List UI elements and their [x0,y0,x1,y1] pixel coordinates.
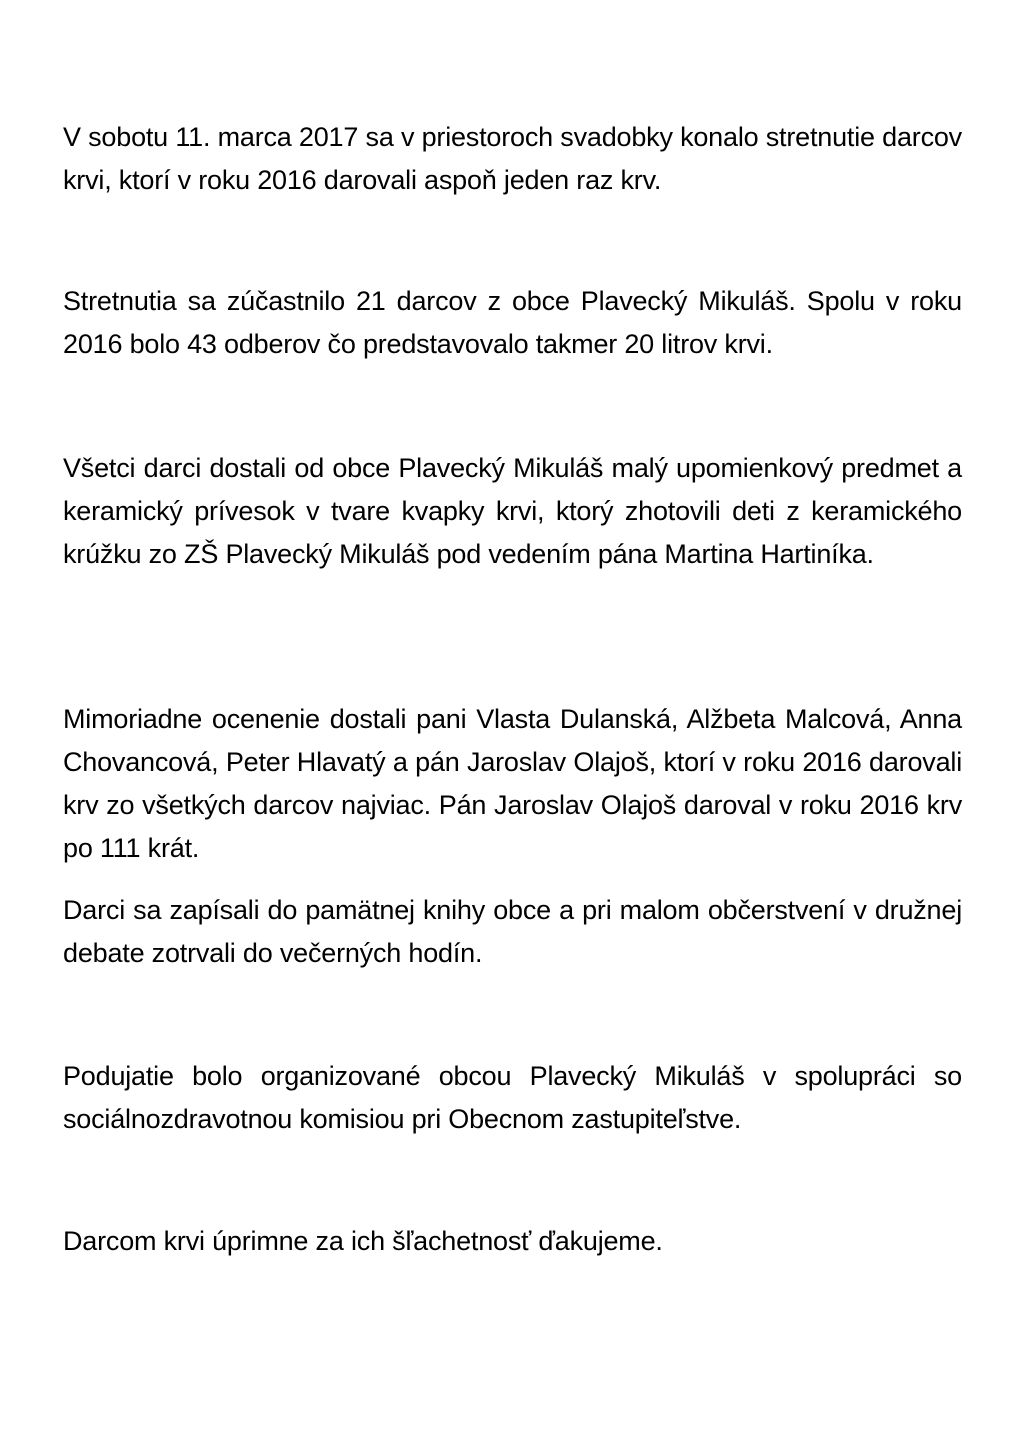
paragraph-special-awards: Mimoriadne ocenenie dostali pani Vlasta Dulanská, Alžbeta Malcová, Anna Chovancová, Peter Hlavatý a pán Jaroslav Olajoš, ktorí v roku 2016 darovali krv zo všetkých darcov najviac. Pán Jaroslav Olajoš daroval v roku 2016 krv po 111 krát. [63,704,962,863]
paragraph-meeting-intro: V sobotu 11. marca 2017 sa v priestoroch svadobky konalo stretnutie darcov krvi, ktorí v roku 2016 darovali aspoň jeden raz krv. [63,122,962,195]
paragraph-gifts: Všetci darci dostali od obce Plavecký Mikuláš malý upomienkový predmet a keramický prívesok v tvare kvapky krvi, ktorý zhotovili deti z keramického krúžku zo ZŠ Plavecký Mikuláš pod vedením pána Martina Hartiníka. [63,453,962,569]
paragraph-thanks: Darcom krvi úprimne za ich šľachetnosť ďakujeme. [63,1226,663,1256]
paragraph-attendance: Stretnutia sa zúčastnilo 21 darcov z obce Plavecký Mikuláš. Spolu v roku 2016 bolo 43 odberov čo predstavovalo takmer 20 litrov krvi. [63,286,962,359]
paragraph-organizers: Podujatie bolo organizované obcou Plavecký Mikuláš v spolupráci so sociálnozdravotnou komisiou pri Obecnom zastupiteľstve. [63,1061,962,1134]
paragraph-memorial-book: Darci sa zapísali do pamätnej knihy obce a pri malom občerstvení v družnej debate zotrvali do večerných hodín. [63,895,962,968]
